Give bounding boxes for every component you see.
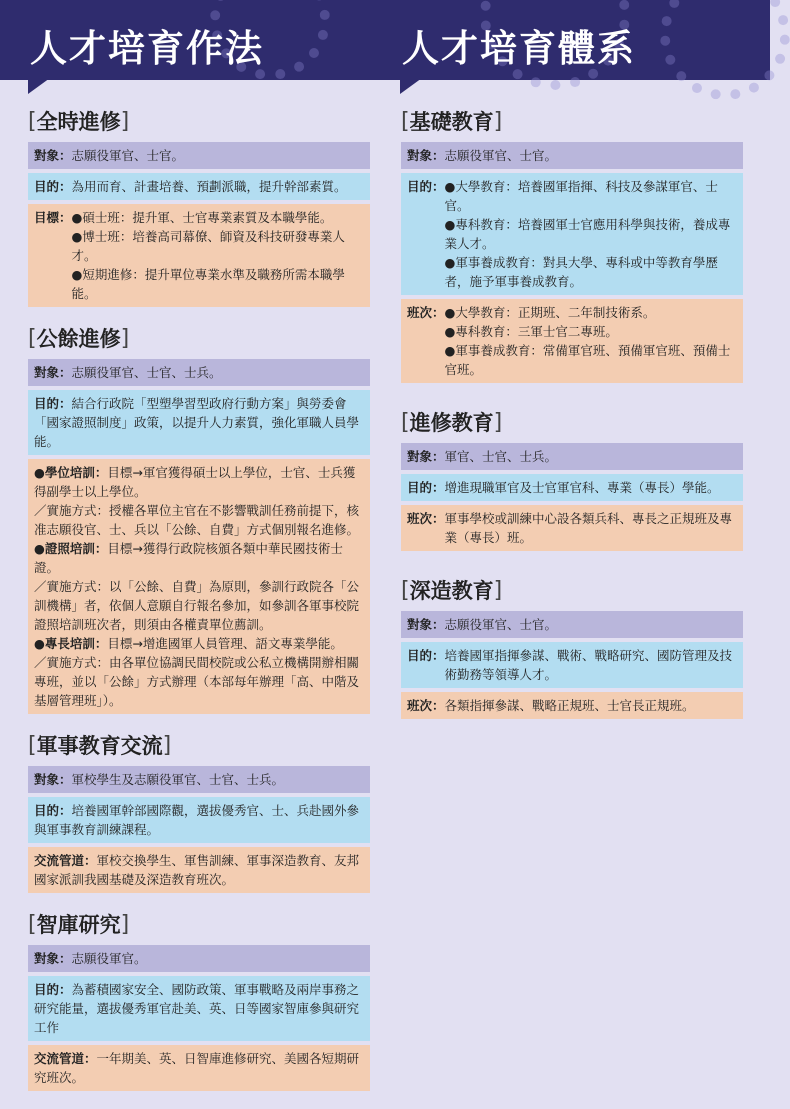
header-banner xyxy=(0,0,770,80)
target-box: 對象：軍官、士官、士兵。 xyxy=(401,443,743,470)
left-column xyxy=(28,108,370,1109)
section-full-time-study xyxy=(28,108,370,307)
goal-box: 目的： 培養國軍指揮參謀、戰術、戰略研究、國防管理及技術勤務等領導人才。 xyxy=(401,642,743,688)
target-box: 對象：志願役軍官、士官、士兵。 xyxy=(28,359,370,386)
list-item: ●軍事養成教育：對具大學、專科或中等教育學歷者，施予軍事養成教育。 xyxy=(444,255,718,289)
right-column xyxy=(401,108,743,737)
list-item: ●軍事養成教育：常備軍官班、預備軍官班、預備士官班。 xyxy=(444,343,731,377)
list-item: ●學位培訓：目標→軍官獲得碩士以上學位，士官、士兵獲得副學士以上學位。 xyxy=(34,465,356,499)
goal-box: 目的： ●大學教育：培養國軍指揮、科技及參謀軍官、士官。 ●專科教育：培養國軍士官應用科學與技術，養成專業人才。 ●軍事養成教育：對具大學、專科或中等教育學歷者，施予軍事養成教育。 xyxy=(401,173,743,295)
gear-decoration xyxy=(660,0,790,100)
section-heading: [ 智庫研究 ] xyxy=(28,912,130,937)
list-item: ●專科教育：三軍士官二專班。 xyxy=(444,324,618,339)
left-title: 人才培育作法 xyxy=(30,27,264,70)
channel-box: 交流管道：一年期美、英、日智庫進修研究、美國各短期研究班次。 xyxy=(28,1045,370,1091)
goal-box: 目的：為用而育、計畫培養、預劃派職，提升幹部素質。 xyxy=(28,173,370,200)
list-item: ／實施方式：由各單位協調民間校院或公私立機構開辦相關專班，並以「公餘」方式辦理（本部每年辦理「高、中階及基層管理班」）。 xyxy=(34,655,360,708)
goal-box: 目的：增進現職軍官及士官軍官科、專業（專長）學能。 xyxy=(401,474,743,501)
list-item: ●證照培訓：目標→獲得行政院核頒各類中華民國技術士證。 xyxy=(34,541,343,575)
target-box: 對象：軍校學生及志願役軍官、士官、士兵。 xyxy=(28,766,370,793)
target-box: 對象：志願役軍官、士官。 xyxy=(401,142,743,169)
class-box: 班次：各類指揮參謀、戰略正規班、士官長正規班。 xyxy=(401,692,743,719)
list-item: ●專長培訓：目標→增進國軍人員管理、語文專業學能。 xyxy=(34,636,343,651)
section-further-education xyxy=(401,577,743,719)
goal-box: 目的：為蓄積國家安全、國防政策、軍事戰略及兩岸事務之研究能量，選拔優秀軍官赴美、英、日等國家智庫參與研究工作 xyxy=(28,976,370,1041)
list-item: ／實施方式：授權各單位主官在不影響戰訓任務前提下，核准志願役官、士、兵以「公餘、自費」方式個別報名進修。 xyxy=(34,503,360,537)
section-basic-education xyxy=(401,108,743,383)
training-details-box xyxy=(28,459,370,714)
left-title-pointer xyxy=(28,78,50,94)
target-box: 對象：志願役軍官、士官。 xyxy=(401,611,743,638)
target-box: 對象：志願役軍官、士官。 xyxy=(28,142,370,169)
list-item: ●專科教育：培養國軍士官應用科學與技術，養成專業人才。 xyxy=(444,217,731,251)
section-heading: [ 進修教育 ] xyxy=(401,410,503,435)
goal-box: 目的：培養國軍幹部國際觀，選拔優秀官、士、兵赴國外參與軍事教育訓練課程。 xyxy=(28,797,370,843)
objective-box: 目標： ●碩士班：提升軍、士官專業素質及本職學能。 ●博士班：培養高司幕僚、師資及科技研發專業人才。 ●短期進修：提升單位專業水準及職務所需本職學能。 xyxy=(28,204,370,307)
target-box: 對象：志願役軍官。 xyxy=(28,945,370,972)
list-item: ●短期進修：提升單位專業水準及職務所需本職學能。 xyxy=(71,267,345,301)
right-title: 人才培育體系 xyxy=(402,27,636,70)
list-item: ／實施方式：以「公餘、自費」為原則，參訓行政院各「公訓機構」者，依個人意願自行報名參加，如參訓各軍事校院證照培訓班次者，則須由各權責單位薦訓。 xyxy=(34,579,360,632)
list-item: ●大學教育：培養國軍指揮、科技及參謀軍官、士官。 xyxy=(444,179,718,213)
section-off-duty-study xyxy=(28,325,370,714)
section-heading: [ 深造教育 ] xyxy=(401,578,503,603)
class-box: 班次： ●大學教育：正期班、二年制技術系。 ●專科教育：三軍士官二專班。 ●軍事養成教育：常備軍官班、預備軍官班、預備士官班。 xyxy=(401,299,743,383)
list-item: ●碩士班：提升軍、士官專業素質及本職學能。 xyxy=(71,210,333,225)
section-heading: [ 公餘進修 ] xyxy=(28,326,130,351)
right-title-pointer xyxy=(400,78,422,94)
list-item: ●博士班：培養高司幕僚、師資及科技研發專業人才。 xyxy=(71,229,345,263)
channel-box: 交流管道：軍校交換學生、軍售訓練、軍事深造教育、友邦國家派訓我國基礎及深造教育班次。 xyxy=(28,847,370,893)
class-box: 班次： 軍事學校或訓練中心設各類兵科、專長之正規班及專業（專長）班。 xyxy=(401,505,743,551)
goal-box: 目的：結合行政院「型塑學習型政府行動方案」與勞委會「國家證照制度」政策，以提升人力素質，強化軍職人員學能。 xyxy=(28,390,370,455)
list-item: ●大學教育：正期班、二年制技術系。 xyxy=(444,305,656,320)
section-heading: [ 軍事教育交流 ] xyxy=(28,733,172,758)
section-advanced-study-education xyxy=(401,409,743,551)
section-military-education-exchange xyxy=(28,732,370,893)
section-heading: [ 全時進修 ] xyxy=(28,109,130,134)
section-think-tank-research xyxy=(28,911,370,1091)
section-heading: [ 基礎教育 ] xyxy=(401,109,503,134)
